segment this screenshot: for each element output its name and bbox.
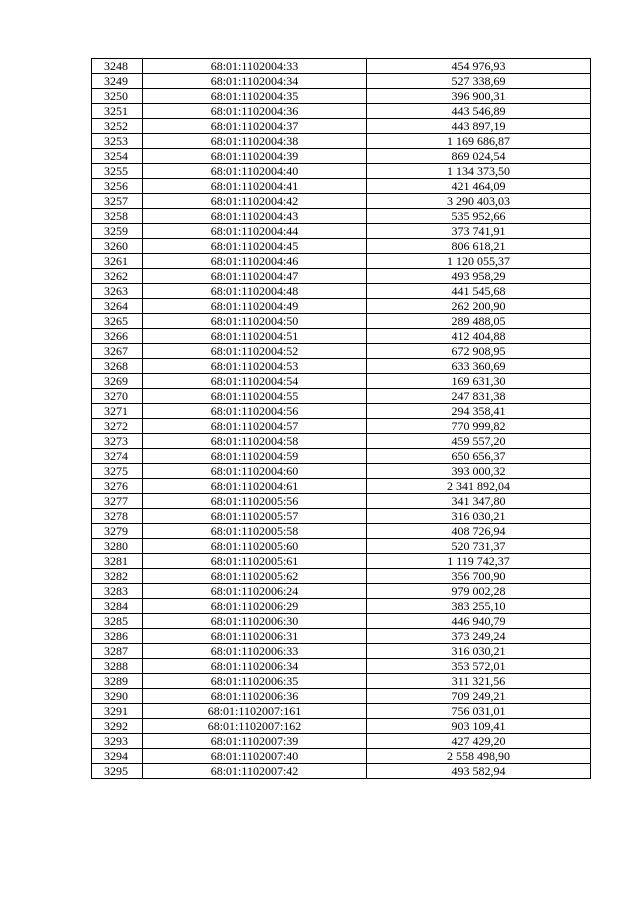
table-row (92, 269, 591, 284)
cadastral-value-cell: 311 321,56 (367, 674, 591, 689)
cadastral-value-table-container (91, 58, 590, 779)
table-row (92, 599, 591, 614)
cadastral-number-cell: 68:01:1102006:29 (143, 599, 367, 614)
table-row (92, 704, 591, 719)
cadastral-value-cell: 535 952,66 (367, 209, 591, 224)
table-row (92, 134, 591, 149)
row-number-cell: 3269 (92, 374, 143, 389)
cadastral-value-cell: 459 557,20 (367, 434, 591, 449)
cadastral-value-cell: 393 000,32 (367, 464, 591, 479)
table-row (92, 764, 591, 779)
row-number-cell: 3281 (92, 554, 143, 569)
cadastral-number-cell: 68:01:1102004:60 (143, 464, 367, 479)
cadastral-value-cell: 650 656,37 (367, 449, 591, 464)
cadastral-number-cell: 68:01:1102004:50 (143, 314, 367, 329)
table-row (92, 629, 591, 644)
cadastral-value-cell: 373 249,24 (367, 629, 591, 644)
cadastral-number-cell: 68:01:1102006:33 (143, 644, 367, 659)
table-row (92, 344, 591, 359)
row-number-cell: 3251 (92, 104, 143, 119)
table-row (92, 389, 591, 404)
cadastral-value-cell: 421 464,09 (367, 179, 591, 194)
cadastral-value-cell: 454 976,93 (367, 59, 591, 74)
cadastral-value-cell: 979 002,28 (367, 584, 591, 599)
table-row (92, 419, 591, 434)
cadastral-number-cell: 68:01:1102004:54 (143, 374, 367, 389)
cadastral-number-cell: 68:01:1102004:45 (143, 239, 367, 254)
table-row (92, 404, 591, 419)
cadastral-number-cell: 68:01:1102004:51 (143, 329, 367, 344)
cadastral-value-table (91, 58, 591, 779)
row-number-cell: 3284 (92, 599, 143, 614)
table-row (92, 449, 591, 464)
cadastral-value-cell: 520 731,37 (367, 539, 591, 554)
row-number-cell: 3283 (92, 584, 143, 599)
cadastral-number-cell: 68:01:1102004:34 (143, 74, 367, 89)
table-row (92, 164, 591, 179)
cadastral-number-cell: 68:01:1102007:42 (143, 764, 367, 779)
row-number-cell: 3278 (92, 509, 143, 524)
table-row (92, 284, 591, 299)
table-row (92, 614, 591, 629)
cadastral-number-cell: 68:01:1102004:48 (143, 284, 367, 299)
cadastral-value-cell: 316 030,21 (367, 509, 591, 524)
cadastral-number-cell: 68:01:1102004:41 (143, 179, 367, 194)
cadastral-number-cell: 68:01:1102004:43 (143, 209, 367, 224)
row-number-cell: 3268 (92, 359, 143, 374)
cadastral-number-cell: 68:01:1102004:49 (143, 299, 367, 314)
cadastral-number-cell: 68:01:1102004:40 (143, 164, 367, 179)
row-number-cell: 3256 (92, 179, 143, 194)
cadastral-number-cell: 68:01:1102006:34 (143, 659, 367, 674)
table-row (92, 719, 591, 734)
row-number-cell: 3249 (92, 74, 143, 89)
cadastral-value-cell: 770 999,82 (367, 419, 591, 434)
cadastral-value-cell: 441 545,68 (367, 284, 591, 299)
row-number-cell: 3294 (92, 749, 143, 764)
cadastral-value-cell: 412 404,88 (367, 329, 591, 344)
row-number-cell: 3254 (92, 149, 143, 164)
table-row (92, 584, 591, 599)
cadastral-value-cell: 493 582,94 (367, 764, 591, 779)
row-number-cell: 3273 (92, 434, 143, 449)
cadastral-number-cell: 68:01:1102004:47 (143, 269, 367, 284)
table-row (92, 434, 591, 449)
cadastral-number-cell: 68:01:1102004:55 (143, 389, 367, 404)
row-number-cell: 3291 (92, 704, 143, 719)
cadastral-value-cell: 356 700,90 (367, 569, 591, 584)
table-row (92, 89, 591, 104)
cadastral-value-cell: 341 347,80 (367, 494, 591, 509)
table-row (92, 254, 591, 269)
table-row (92, 659, 591, 674)
table-row (92, 329, 591, 344)
cadastral-number-cell: 68:01:1102005:58 (143, 524, 367, 539)
row-number-cell: 3279 (92, 524, 143, 539)
cadastral-number-cell: 68:01:1102004:39 (143, 149, 367, 164)
cadastral-number-cell: 68:01:1102004:38 (143, 134, 367, 149)
row-number-cell: 3282 (92, 569, 143, 584)
cadastral-value-cell: 427 429,20 (367, 734, 591, 749)
cadastral-value-cell: 3 290 403,03 (367, 194, 591, 209)
cadastral-value-cell: 262 200,90 (367, 299, 591, 314)
cadastral-number-cell: 68:01:1102004:33 (143, 59, 367, 74)
row-number-cell: 3290 (92, 689, 143, 704)
table-row (92, 314, 591, 329)
table-row (92, 119, 591, 134)
cadastral-value-cell: 446 940,79 (367, 614, 591, 629)
cadastral-number-cell: 68:01:1102004:44 (143, 224, 367, 239)
cadastral-number-cell: 68:01:1102005:62 (143, 569, 367, 584)
cadastral-value-cell: 1 119 742,37 (367, 554, 591, 569)
cadastral-value-cell: 1 134 373,50 (367, 164, 591, 179)
table-row (92, 209, 591, 224)
row-number-cell: 3263 (92, 284, 143, 299)
cadastral-number-cell: 68:01:1102006:24 (143, 584, 367, 599)
cadastral-number-cell: 68:01:1102005:60 (143, 539, 367, 554)
table-row (92, 149, 591, 164)
row-number-cell: 3289 (92, 674, 143, 689)
cadastral-value-cell: 869 024,54 (367, 149, 591, 164)
cadastral-value-cell: 443 897,19 (367, 119, 591, 134)
cadastral-value-cell: 1 120 055,37 (367, 254, 591, 269)
row-number-cell: 3274 (92, 449, 143, 464)
cadastral-value-cell: 383 255,10 (367, 599, 591, 614)
cadastral-number-cell: 68:01:1102006:30 (143, 614, 367, 629)
cadastral-number-cell: 68:01:1102004:35 (143, 89, 367, 104)
cadastral-value-cell: 353 572,01 (367, 659, 591, 674)
cadastral-number-cell: 68:01:1102005:56 (143, 494, 367, 509)
table-row (92, 644, 591, 659)
row-number-cell: 3267 (92, 344, 143, 359)
cadastral-value-cell: 903 109,41 (367, 719, 591, 734)
cadastral-value-cell: 2 558 498,90 (367, 749, 591, 764)
cadastral-number-cell: 68:01:1102004:59 (143, 449, 367, 464)
cadastral-number-cell: 68:01:1102004:58 (143, 434, 367, 449)
row-number-cell: 3264 (92, 299, 143, 314)
table-row (92, 194, 591, 209)
table-row (92, 374, 591, 389)
row-number-cell: 3295 (92, 764, 143, 779)
table-row (92, 554, 591, 569)
table-row (92, 734, 591, 749)
cadastral-number-cell: 68:01:1102006:35 (143, 674, 367, 689)
table-row (92, 179, 591, 194)
cadastral-number-cell: 68:01:1102004:56 (143, 404, 367, 419)
row-number-cell: 3288 (92, 659, 143, 674)
cadastral-value-cell: 756 031,01 (367, 704, 591, 719)
row-number-cell: 3271 (92, 404, 143, 419)
row-number-cell: 3258 (92, 209, 143, 224)
table-row (92, 239, 591, 254)
table-row (92, 524, 591, 539)
table-row (92, 749, 591, 764)
row-number-cell: 3285 (92, 614, 143, 629)
cadastral-value-cell: 633 360,69 (367, 359, 591, 374)
row-number-cell: 3259 (92, 224, 143, 239)
row-number-cell: 3275 (92, 464, 143, 479)
cadastral-number-cell: 68:01:1102005:61 (143, 554, 367, 569)
row-number-cell: 3270 (92, 389, 143, 404)
table-row (92, 104, 591, 119)
table-row (92, 74, 591, 89)
cadastral-number-cell: 68:01:1102006:31 (143, 629, 367, 644)
row-number-cell: 3287 (92, 644, 143, 659)
table-row (92, 224, 591, 239)
row-number-cell: 3293 (92, 734, 143, 749)
row-number-cell: 3255 (92, 164, 143, 179)
row-number-cell: 3286 (92, 629, 143, 644)
table-body (92, 59, 591, 779)
cadastral-value-cell: 806 618,21 (367, 239, 591, 254)
cadastral-number-cell: 68:01:1102004:37 (143, 119, 367, 134)
cadastral-value-cell: 169 631,30 (367, 374, 591, 389)
table-row (92, 689, 591, 704)
row-number-cell: 3252 (92, 119, 143, 134)
cadastral-value-cell: 527 338,69 (367, 74, 591, 89)
row-number-cell: 3272 (92, 419, 143, 434)
cadastral-number-cell: 68:01:1102007:39 (143, 734, 367, 749)
cadastral-number-cell: 68:01:1102007:40 (143, 749, 367, 764)
table-row (92, 479, 591, 494)
row-number-cell: 3276 (92, 479, 143, 494)
cadastral-value-cell: 1 169 686,87 (367, 134, 591, 149)
cadastral-number-cell: 68:01:1102004:61 (143, 479, 367, 494)
cadastral-value-cell: 316 030,21 (367, 644, 591, 659)
table-row (92, 539, 591, 554)
cadastral-value-cell: 709 249,21 (367, 689, 591, 704)
row-number-cell: 3250 (92, 89, 143, 104)
cadastral-value-cell: 396 900,31 (367, 89, 591, 104)
table-row (92, 359, 591, 374)
row-number-cell: 3265 (92, 314, 143, 329)
cadastral-number-cell: 68:01:1102005:57 (143, 509, 367, 524)
row-number-cell: 3248 (92, 59, 143, 74)
cadastral-value-cell: 672 908,95 (367, 344, 591, 359)
table-row (92, 674, 591, 689)
cadastral-number-cell: 68:01:1102004:53 (143, 359, 367, 374)
row-number-cell: 3253 (92, 134, 143, 149)
cadastral-value-cell: 443 546,89 (367, 104, 591, 119)
row-number-cell: 3261 (92, 254, 143, 269)
cadastral-value-cell: 289 488,05 (367, 314, 591, 329)
cadastral-value-cell: 294 358,41 (367, 404, 591, 419)
cadastral-value-cell: 2 341 892,04 (367, 479, 591, 494)
table-row (92, 509, 591, 524)
table-row (92, 464, 591, 479)
cadastral-number-cell: 68:01:1102004:46 (143, 254, 367, 269)
row-number-cell: 3262 (92, 269, 143, 284)
cadastral-value-cell: 247 831,38 (367, 389, 591, 404)
cadastral-number-cell: 68:01:1102004:42 (143, 194, 367, 209)
cadastral-number-cell: 68:01:1102004:57 (143, 419, 367, 434)
cadastral-value-cell: 373 741,91 (367, 224, 591, 239)
row-number-cell: 3257 (92, 194, 143, 209)
row-number-cell: 3266 (92, 329, 143, 344)
row-number-cell: 3260 (92, 239, 143, 254)
cadastral-value-cell: 408 726,94 (367, 524, 591, 539)
table-row (92, 569, 591, 584)
cadastral-number-cell: 68:01:1102006:36 (143, 689, 367, 704)
cadastral-number-cell: 68:01:1102007:161 (143, 704, 367, 719)
row-number-cell: 3280 (92, 539, 143, 554)
cadastral-number-cell: 68:01:1102004:52 (143, 344, 367, 359)
cadastral-number-cell: 68:01:1102004:36 (143, 104, 367, 119)
cadastral-value-cell: 493 958,29 (367, 269, 591, 284)
table-row (92, 59, 591, 74)
row-number-cell: 3292 (92, 719, 143, 734)
row-number-cell: 3277 (92, 494, 143, 509)
table-row (92, 299, 591, 314)
table-row (92, 494, 591, 509)
cadastral-number-cell: 68:01:1102007:162 (143, 719, 367, 734)
